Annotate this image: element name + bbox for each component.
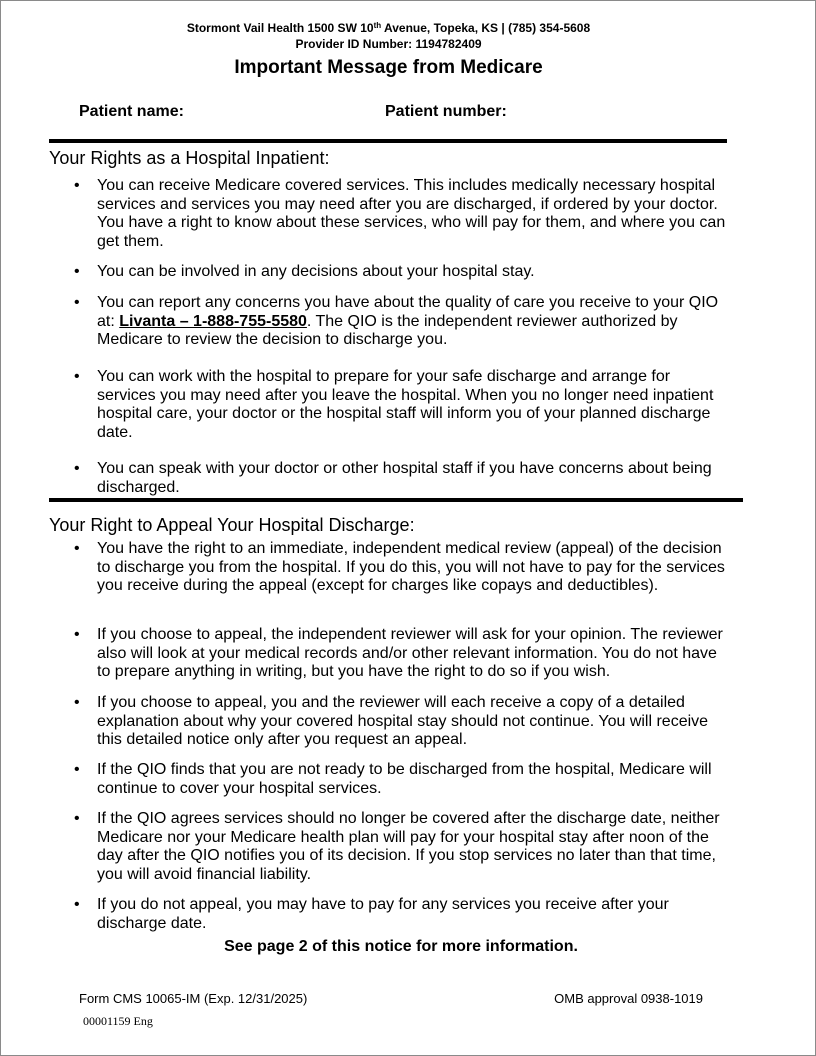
list-item-text: You can work with the hospital to prepare for your safe discharge and arrange for services you may need after you leave the hospital. When you no longer need inpatient hospital care, your doctor or the hospital staff will inform you of your planned discharge date. [97, 368, 714, 441]
bullet-dot: • [74, 694, 80, 711]
list-item-text: If the QIO agrees services should no longer be covered after the discharge date, neither Medicare nor your Medicare health plan will pay for your hospital stay after noon of the day after the QIO notifies you of its decision. If you stop services no later than that time, you will avoid financial liability. [97, 810, 720, 883]
bullet-dot: • [74, 294, 80, 311]
omb-approval: OMB approval 0938-1019 [554, 991, 703, 1006]
bullet-dot: • [74, 460, 80, 477]
facility-prefix: Stormont Vail Health 1500 SW 10 [186, 21, 374, 35]
qio-lead: You can report any concerns you have about the quality of care you receive to your QIO at: [97, 294, 719, 330]
list-item-text: You can be involved in any decisions about your hospital stay. [97, 263, 535, 280]
bullet-dot: • [74, 761, 80, 778]
bullet-dot: • [74, 368, 80, 385]
bullet-dot: • [74, 896, 80, 913]
bullet-dot: • [74, 810, 80, 827]
document-code: 00001159 Eng [83, 1014, 153, 1028]
see-page-note: See page 2 of this notice for more information. [224, 938, 578, 955]
list-item-text: If you choose to appeal, the independent reviewer will ask for your opinion. The reviewer also will look at your medical records and/or other relevant information. You do not have to prepare anything in writing, but you have the right to do so if you wish. [97, 626, 723, 680]
page-title: Important Message from Medicare [234, 57, 543, 78]
list-item-text: You can receive Medicare covered services. This includes medically necessary hospital services and services you may need after you are discharged, if ordered by your doctor. You have a right to know about these services, who will pay for them, and where you can get them. [97, 177, 726, 250]
patient-name-label: Patient name: [79, 103, 184, 120]
facility-sup: th [373, 21, 382, 30]
divider-middle [49, 498, 743, 502]
facility-suffix: Avenue, Topeka, KS | (785) 354-5608 [381, 21, 591, 35]
list-item-text: If the QIO finds that you are not ready to be discharged from the hospital, Medicare will continue to cover your hospital services. [97, 761, 712, 797]
qio-contact-link[interactable]: Livanta – 1-888-755-5580 [119, 312, 307, 330]
bullet-dot: • [74, 626, 80, 643]
list-item-text: You have the right to an immediate, independent medical review (appeal) of the decision to discharge you from the hospital. If you do this, you will not have to pay for the services you receive during the appeal (except for charges like copays and deductibles). [97, 540, 725, 594]
bullet-dot: • [74, 263, 80, 280]
list-item-text: If you do not appeal, you may have to pay for any services you receive after your discharge date. [97, 896, 669, 932]
appeal-heading: Your Right to Appeal Your Hospital Discharge: [49, 515, 415, 535]
rights-heading: Your Rights as a Hospital Inpatient: [49, 148, 330, 168]
bullet-dot: • [74, 177, 80, 194]
divider-top [49, 139, 727, 143]
provider-id: Provider ID Number: 1194782409 [295, 37, 482, 51]
facility-line [1, 20, 776, 36]
bullet-dot: • [74, 540, 80, 557]
list-item-text: You can speak with your doctor or other hospital staff if you have concerns about being discharged. [97, 460, 712, 496]
patient-number-label: Patient number: [385, 103, 507, 120]
qio-after: . The QIO is the independent reviewer authorized by Medicare to review the decision to discharge you. [97, 312, 678, 348]
form-number: Form CMS 10065-IM (Exp. 12/31/2025) [79, 991, 308, 1006]
list-item-text: If you choose to appeal, you and the reviewer will each receive a copy of a detailed explanation about why your covered hospital stay should not continue. You will receive this detailed notice only after you request an appeal. [97, 694, 709, 748]
list-item-text-qio [97, 294, 733, 350]
